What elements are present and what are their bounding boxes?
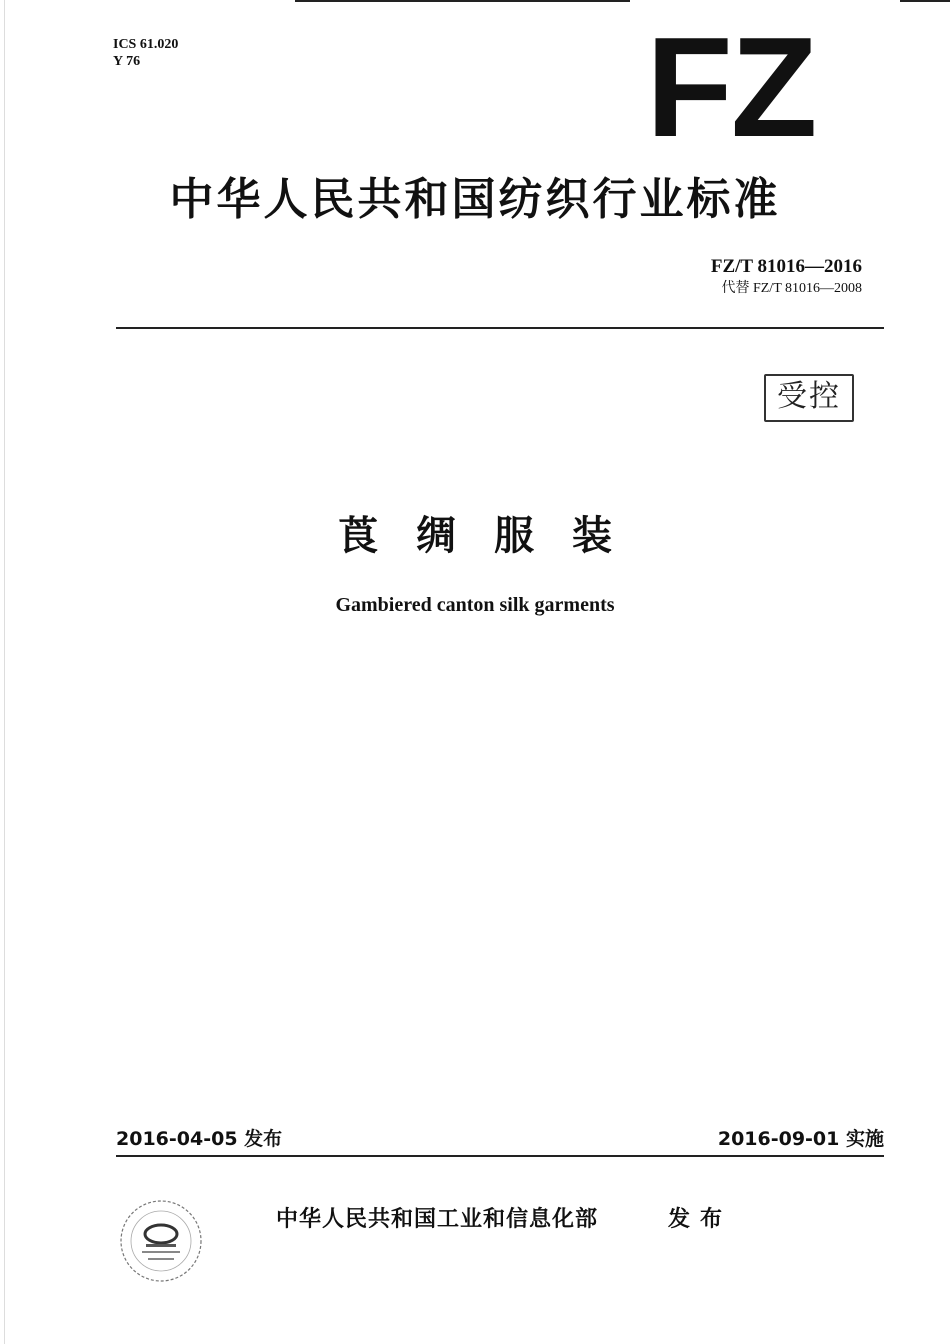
publish-date: 2016-04-05 发布: [116, 1128, 283, 1150]
anti-counterfeit-seal-icon: [118, 1198, 204, 1284]
effective-date: 2016-09-01 实施: [717, 1128, 884, 1150]
classification-codes: [113, 36, 178, 70]
footer-divider: [116, 1155, 884, 1157]
document-title-cn: 莨绸服装: [338, 513, 650, 559]
issuing-authority: 中华人民共和国工业和信息化部: [276, 1207, 599, 1232]
top-scan-rule-right: [900, 0, 950, 2]
replaces-standard: 代替 FZ/T 81016—2008: [721, 281, 862, 296]
document-title-en: Gambiered canton silk garments: [335, 594, 615, 616]
controlled-stamp: 受控: [764, 374, 854, 422]
header-divider: [116, 327, 884, 329]
issue-label: 发布: [668, 1207, 733, 1232]
top-scan-rule: [295, 0, 630, 2]
fz-logo: FZ: [646, 8, 816, 167]
ics-code: ICS 61.020: [113, 37, 179, 52]
standard-number: FZ/T 81016—2016: [710, 256, 862, 277]
category-code: Y 76: [113, 54, 141, 69]
standard-title: 中华人民共和国纺织行业标准: [169, 174, 781, 225]
